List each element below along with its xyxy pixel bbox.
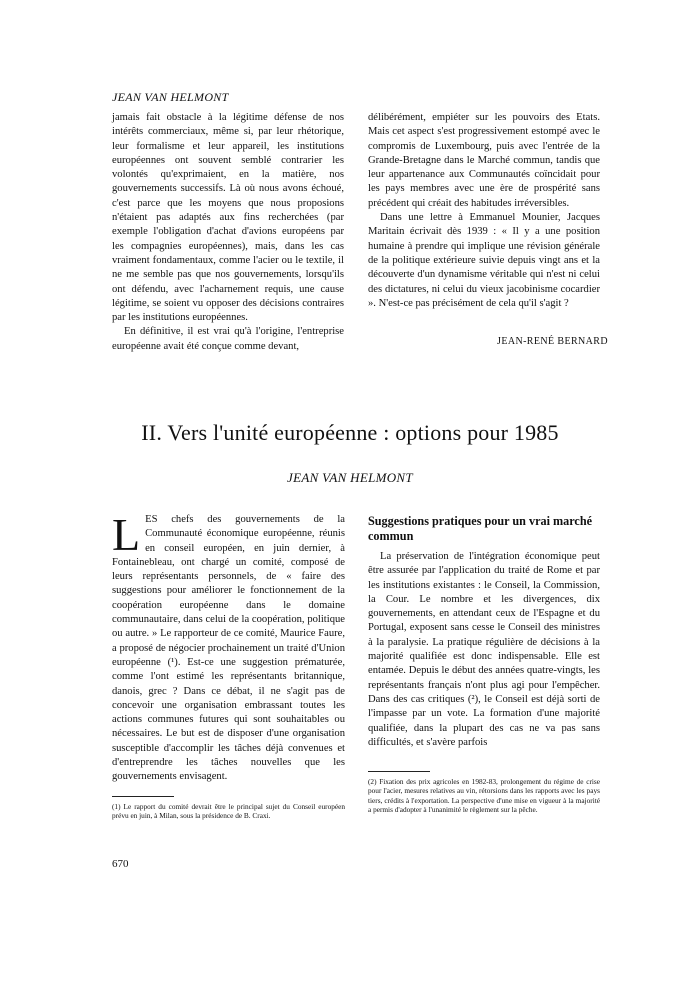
subheading: Suggestions pratiques pour un vrai marché commun <box>368 514 593 543</box>
footnote-divider <box>368 771 430 772</box>
section-author: JEAN VAN HELMONT <box>287 470 413 485</box>
footnote-divider <box>112 796 174 797</box>
paragraph: ES chefs des gouvernements de la Communauté économique européenne, réunis en conseil européen, en juin dernier, à Fontainebleau, ont chargé un comité, composé de leurs représentants personnels, de « faire des suggestions pour améliorer le fonctionnement de la coopération européenne dans le domaine communautaire, dans celui de la coopération, politique ou autre. » Le rapporteur de ce comité, Maurice Faure, a proposé de négocier prochainement un traité d'Union européenne (¹). Est-ce une suggestion prématurée, comme l'ont estimé les représentants britannique, danois, grec ? Dans ce débat, il ne s'agit pas de concevoir une organisation embrassant toutes les actions communes futures qui sont souhaitables ou nécessaires. Le but est de disposer d'une organisation susceptible d'accomplir les tâches déjà convenues et d'entreprendre les tâches nouvelles que les gouvernements envisagent. <box>112 514 345 783</box>
paragraph: délibérément, empiéter sur les pouvoirs des Etats. Mais cet aspect s'est progressivement estompé avec le compromis de Luxembourg, puis avec l'entrée de la Grande-Bretagne dans le Marché commun, tandis que leur appartenance aux Communautés coïncidait pour les pays membres avec une ère de prospérité sans précédent qui créait des habitudes irréversibles. <box>368 112 600 209</box>
paragraph: La préservation de l'intégration économique peut être assurée par l'application du traité de Rome et par les institutions existantes : le Conseil, la Commission, la Cour. Le nombre et les divergences, dix gouvernements, en attendant ceux de l'Espagne et du Portugal, exposent sans cesse le Conseil des ministres à la paralysie. La pratique régulière de décisions à la majorité qualifiée est donc indispensable. Elle est entamée. Depuis le début des années quatre-vingts, les représentants français n'ont plus agi pour l'empêcher. Dans des cas critiques (²), le Conseil est déjà sorti de l'impasse par un vote. La formation d'une majorité qualifiée, dans la plupart des cas ne va pas sans difficultés, et s'avère parfois <box>368 551 600 748</box>
article-column-top-right <box>368 111 600 311</box>
author-signature: JEAN-RENÉ BERNARD <box>497 336 608 347</box>
article-column-bottom-right <box>368 550 600 750</box>
paragraph: Dans une lettre à Emmanuel Mounier, Jacques Maritain écrivait dès 1939 : « Il y a une position humaine à prendre qui implique une révision générale de la politique extérieure suivie depuis vingt ans et la découverte d'un dynamisme véritable qui n'est ni celui des dictatures, ni celui du vieux jacobinisme cocardier ». N'est-ce pas précisément de cela qu'il s'agit ? <box>368 212 600 309</box>
paragraph: jamais fait obstacle à la légitime défense de nos intérêts commerciaux, même si, par leur rhétorique, leur formalisme et leur appareil, les institutions européennes ont souvent semblé contrarier les volontés qu'exprimaient, en la matière, nos gouvernements successifs. Là où nous avons échoué, c'est parce que les moyens que nous proposions n'étaient pas adaptés aux fins recherchées (par exemple l'obligation d'achat d'avions européens par les compagnies européennes), mais, dans les cas vraiment fondamentaux, comme l'acier ou le textile, il ne me semble pas que nos gouvernements, lorsqu'ils ont défendu, avec l'acharnement requis, une cause légitime, se soient vu opposer des décisions contraires par les institutions européennes. <box>112 112 344 324</box>
footnote-1: (1) Le rapport du comité devrait être le principal sujet du Conseil européen prévu en juin, à Milan, sous la présidence de B. Craxi. <box>112 802 345 821</box>
article-column-bottom-left <box>112 509 345 785</box>
paragraph: En définitive, il est vrai qu'à l'origine, l'entreprise européenne avait été conçue comme devant, <box>112 326 344 352</box>
running-head: JEAN VAN HELMONT <box>112 90 229 104</box>
page-number: 670 <box>112 858 129 870</box>
drop-cap: L <box>112 509 141 560</box>
footnote-2: (2) Fixation des prix agricoles en 1982-83, prolongement du régime de crise pour l'acier, mesures relatives au vin, rétorsions dans les rapports avec les pays tiers, crédits à l'exportation. La perspective d'une mise en vigueur à la majorité a permis d'adopter à l'unanimité le règlement sur la pêche. <box>368 777 600 814</box>
section-title: II. Vers l'unité européenne : options pour 1985 <box>141 420 559 445</box>
article-column-top-left <box>112 111 344 354</box>
